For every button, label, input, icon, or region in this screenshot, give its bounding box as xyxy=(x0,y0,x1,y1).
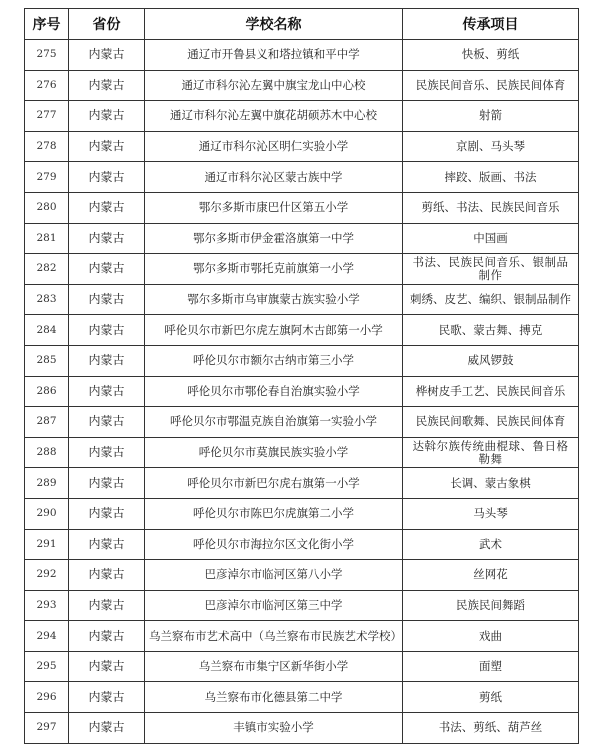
header-province: 省份 xyxy=(69,9,145,40)
header-school: 学校名称 xyxy=(145,9,403,40)
header-project: 传承项目 xyxy=(403,9,579,40)
row-province: 内蒙古 xyxy=(69,192,145,223)
row-project: 威风锣鼓 xyxy=(403,345,579,376)
row-number: 289 xyxy=(25,468,69,499)
row-project: 戏曲 xyxy=(403,621,579,652)
row-province: 内蒙古 xyxy=(69,437,145,468)
row-province: 内蒙古 xyxy=(69,407,145,438)
table-row xyxy=(25,254,579,285)
row-number: 286 xyxy=(25,376,69,407)
row-number: 297 xyxy=(25,713,69,744)
row-province: 内蒙古 xyxy=(69,468,145,499)
table-row xyxy=(25,651,579,682)
row-province: 内蒙古 xyxy=(69,529,145,560)
row-number: 294 xyxy=(25,621,69,652)
table-body xyxy=(25,40,579,744)
row-school-name: 鄂尔多斯市伊金霍洛旗第一中学 xyxy=(145,223,403,254)
row-province: 内蒙古 xyxy=(69,498,145,529)
row-province: 内蒙古 xyxy=(69,621,145,652)
row-project: 快板、剪纸 xyxy=(403,40,579,71)
row-school-name: 呼伦贝尔市莫旗民族实验小学 xyxy=(145,437,403,468)
row-number: 293 xyxy=(25,590,69,621)
table-row xyxy=(25,590,579,621)
row-province: 内蒙古 xyxy=(69,345,145,376)
row-province: 内蒙古 xyxy=(69,713,145,744)
table-row xyxy=(25,345,579,376)
row-school-name: 鄂尔多斯市康巴什区第五小学 xyxy=(145,192,403,223)
row-school-name: 呼伦贝尔市额尔古纳市第三小学 xyxy=(145,345,403,376)
header-no: 序号 xyxy=(25,9,69,40)
table-row xyxy=(25,621,579,652)
row-number: 291 xyxy=(25,529,69,560)
table-row xyxy=(25,315,579,346)
row-school-name: 通辽市科尔沁区蒙古族中学 xyxy=(145,162,403,193)
table-row xyxy=(25,437,579,468)
row-project: 武术 xyxy=(403,529,579,560)
table-row xyxy=(25,162,579,193)
row-number: 287 xyxy=(25,407,69,438)
row-number: 281 xyxy=(25,223,69,254)
row-project: 书法、民族民间音乐、银制品制作 xyxy=(403,254,579,285)
row-project: 桦树皮手工艺、民族民间音乐 xyxy=(403,376,579,407)
row-province: 内蒙古 xyxy=(69,376,145,407)
table-row xyxy=(25,101,579,132)
row-school-name: 乌兰察布市集宁区新华街小学 xyxy=(145,651,403,682)
table-row xyxy=(25,560,579,591)
row-province: 内蒙古 xyxy=(69,131,145,162)
table-row xyxy=(25,192,579,223)
row-number: 279 xyxy=(25,162,69,193)
row-number: 280 xyxy=(25,192,69,223)
row-school-name: 呼伦贝尔市海拉尔区文化街小学 xyxy=(145,529,403,560)
row-number: 295 xyxy=(25,651,69,682)
row-number: 296 xyxy=(25,682,69,713)
row-school-name: 乌兰察布市艺术高中（乌兰察布市民族艺术学校） xyxy=(145,621,403,652)
schools-table xyxy=(24,8,579,744)
row-school-name: 通辽市科尔沁左翼中旗宝龙山中心校 xyxy=(145,70,403,101)
row-province: 内蒙古 xyxy=(69,40,145,71)
row-project: 民族民间音乐、民族民间体育 xyxy=(403,70,579,101)
row-project: 射箭 xyxy=(403,101,579,132)
row-number: 277 xyxy=(25,101,69,132)
table-row xyxy=(25,468,579,499)
row-number: 283 xyxy=(25,284,69,315)
row-school-name: 丰镇市实验小学 xyxy=(145,713,403,744)
row-school-name: 乌兰察布市化德县第二中学 xyxy=(145,682,403,713)
table-row xyxy=(25,70,579,101)
row-school-name: 呼伦贝尔市鄂伦春自治旗实验小学 xyxy=(145,376,403,407)
row-province: 内蒙古 xyxy=(69,560,145,591)
row-school-name: 呼伦贝尔市鄂温克族自治旗第一实验小学 xyxy=(145,407,403,438)
row-school-name: 鄂尔多斯市鄂托克前旗第一小学 xyxy=(145,254,403,285)
header-row xyxy=(25,9,579,40)
row-province: 内蒙古 xyxy=(69,70,145,101)
table-row xyxy=(25,498,579,529)
row-number: 290 xyxy=(25,498,69,529)
row-province: 内蒙古 xyxy=(69,651,145,682)
table-row xyxy=(25,40,579,71)
row-school-name: 呼伦贝尔市新巴尔虎左旗阿木古郎第一小学 xyxy=(145,315,403,346)
row-province: 内蒙古 xyxy=(69,162,145,193)
table-row xyxy=(25,529,579,560)
row-project: 书法、剪纸、葫芦丝 xyxy=(403,713,579,744)
row-school-name: 呼伦贝尔市陈巴尔虎旗第二小学 xyxy=(145,498,403,529)
row-school-name: 鄂尔多斯市乌审旗蒙古族实验小学 xyxy=(145,284,403,315)
row-province: 内蒙古 xyxy=(69,254,145,285)
row-project: 民歌、蒙古舞、搏克 xyxy=(403,315,579,346)
row-project: 民族民间舞蹈 xyxy=(403,590,579,621)
row-project: 达斡尔族传统曲棍球、鲁日格勒舞 xyxy=(403,437,579,468)
row-project: 剪纸、书法、民族民间音乐 xyxy=(403,192,579,223)
row-school-name: 巴彦淖尔市临河区第三中学 xyxy=(145,590,403,621)
table-row xyxy=(25,407,579,438)
row-project: 刺绣、皮艺、编织、银制品制作 xyxy=(403,284,579,315)
row-school-name: 通辽市开鲁县义和塔拉镇和平中学 xyxy=(145,40,403,71)
row-province: 内蒙古 xyxy=(69,590,145,621)
table-row xyxy=(25,223,579,254)
row-number: 278 xyxy=(25,131,69,162)
row-number: 282 xyxy=(25,254,69,285)
row-number: 285 xyxy=(25,345,69,376)
table-row xyxy=(25,131,579,162)
row-number: 276 xyxy=(25,70,69,101)
row-number: 288 xyxy=(25,437,69,468)
row-school-name: 通辽市科尔沁区明仁实验小学 xyxy=(145,131,403,162)
row-project: 长调、蒙古象棋 xyxy=(403,468,579,499)
row-project: 丝网花 xyxy=(403,560,579,591)
table-row xyxy=(25,284,579,315)
row-province: 内蒙古 xyxy=(69,284,145,315)
row-project: 剪纸 xyxy=(403,682,579,713)
row-number: 284 xyxy=(25,315,69,346)
row-number: 275 xyxy=(25,40,69,71)
row-project: 面塑 xyxy=(403,651,579,682)
table-row xyxy=(25,376,579,407)
row-project: 民族民间歌舞、民族民间体育 xyxy=(403,407,579,438)
row-school-name: 呼伦贝尔市新巴尔虎右旗第一小学 xyxy=(145,468,403,499)
row-province: 内蒙古 xyxy=(69,223,145,254)
row-school-name: 通辽市科尔沁左翼中旗花胡硕苏木中心校 xyxy=(145,101,403,132)
row-province: 内蒙古 xyxy=(69,315,145,346)
row-project: 中国画 xyxy=(403,223,579,254)
row-province: 内蒙古 xyxy=(69,101,145,132)
row-number: 292 xyxy=(25,560,69,591)
row-project: 马头琴 xyxy=(403,498,579,529)
table-row xyxy=(25,713,579,744)
row-province: 内蒙古 xyxy=(69,682,145,713)
table-row xyxy=(25,682,579,713)
row-project: 京剧、马头琴 xyxy=(403,131,579,162)
row-project: 摔跤、版画、书法 xyxy=(403,162,579,193)
row-school-name: 巴彦淖尔市临河区第八小学 xyxy=(145,560,403,591)
